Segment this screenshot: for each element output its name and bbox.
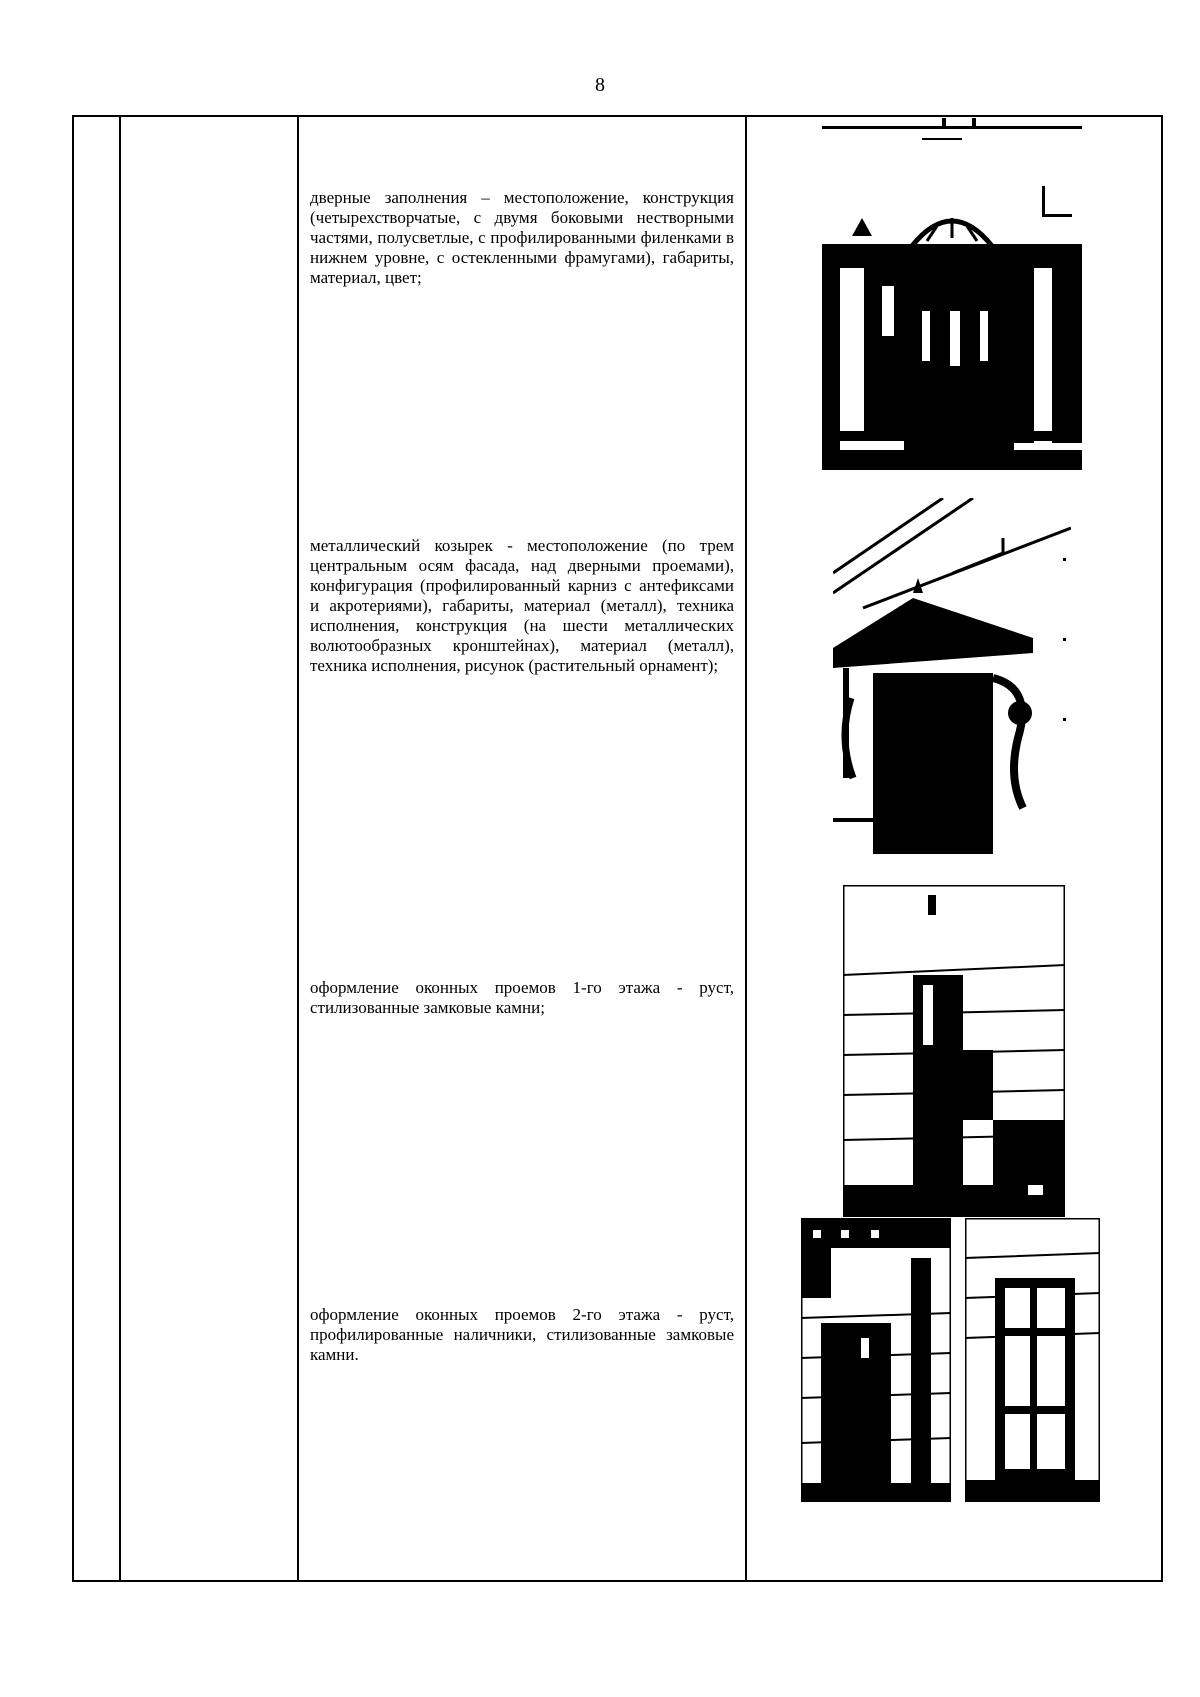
photo-canopy	[833, 498, 1071, 854]
page-number: 8	[595, 74, 605, 96]
item-windows-floor-2: оформление оконных проемов 2-го этажа - руст, профилированные наличники, стилизованные замковые камни.	[310, 1305, 734, 1364]
column-divider-2	[297, 115, 299, 1582]
photo-window-floor-2-right	[965, 1218, 1100, 1502]
item-windows-floor-1: оформление оконных проемов 1-го этажа - руст, стилизованные замковые камни;	[310, 978, 734, 1017]
photo-door	[822, 176, 1082, 470]
photo-window-floor-2-left	[801, 1218, 951, 1502]
photo-fragment-top	[822, 118, 1082, 144]
item-door-fillings: дверные заполнения – местоположение, конструкция (четырехстворчатые, с двумя боковыми нестворными частями, полусветлые, с профилированными филенками в нижнем уровне, с остекленными фрамугами), габариты, материал, цвет;	[310, 188, 734, 287]
item-metal-canopy: металлический козырек - местоположение (по трем центральным осям фасада, над дверными проемами), конфигурация (профилированный карниз с антефиксами и акротериями), габариты, материал (металл), техника исполнения, конструкция (на шести металлических волютообразных кронштейнах), материал (металл), техника исполнения, рисунок (растительный орнамент);	[310, 536, 734, 675]
column-divider-3	[745, 115, 747, 1582]
column-divider-1	[119, 115, 121, 1582]
photo-window-floor-1	[843, 885, 1065, 1217]
